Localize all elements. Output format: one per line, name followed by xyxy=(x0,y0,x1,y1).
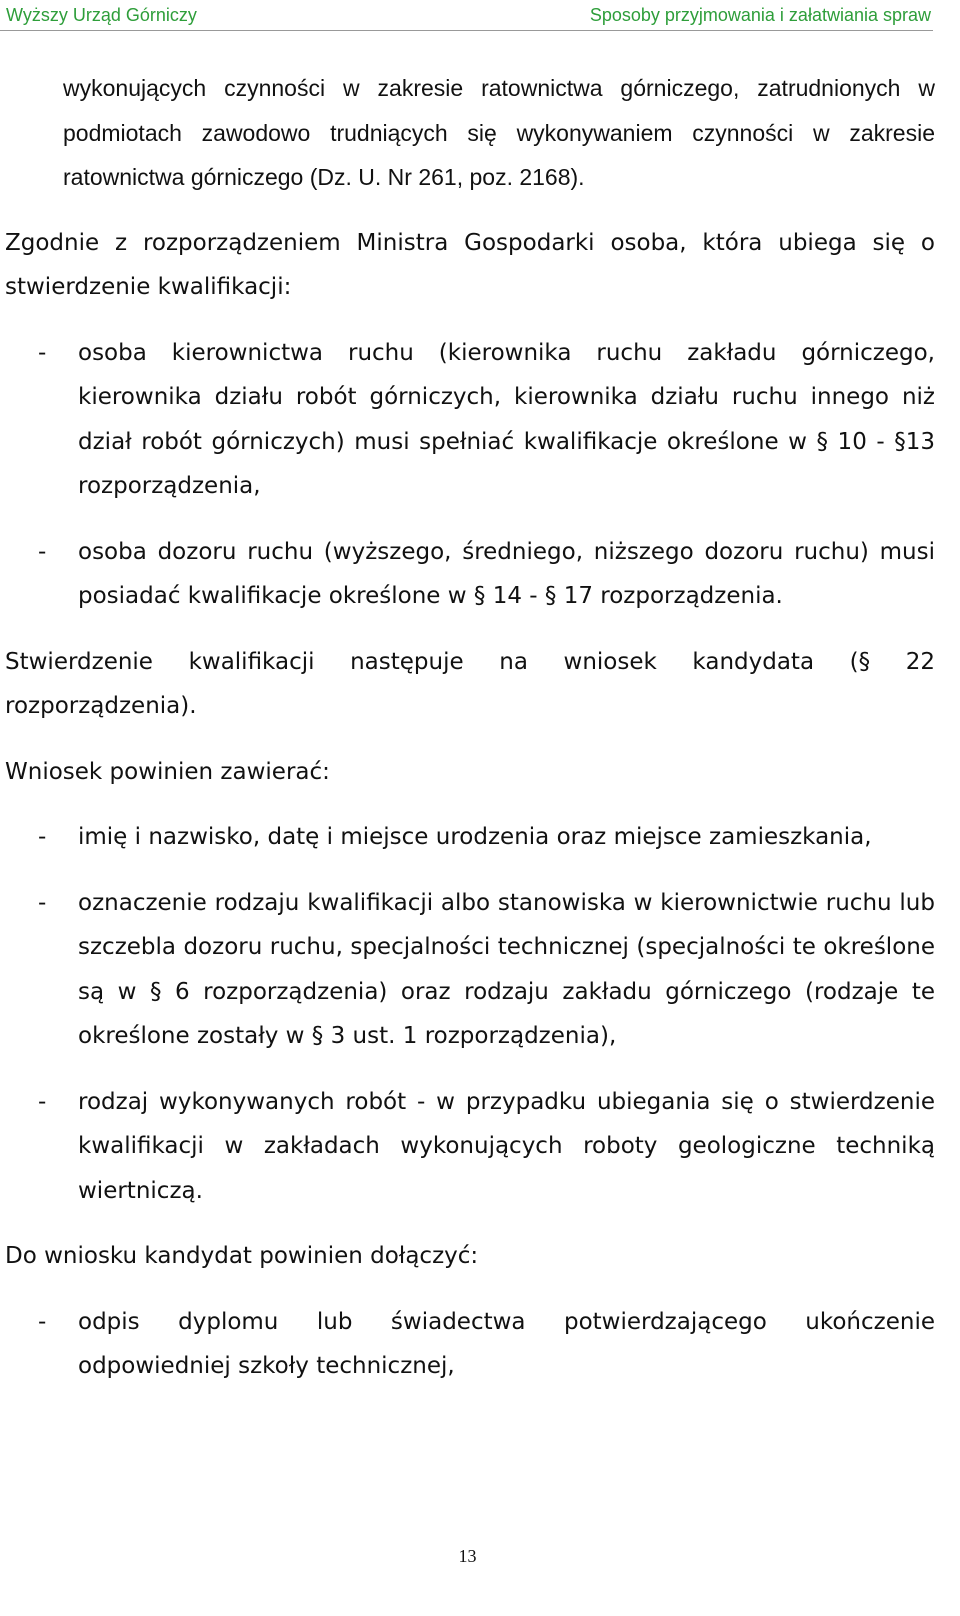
list-item-text: rodzaj wykonywanych robót - w przypadku ubiegania się o stwierdzenie kwalifikacji w zakładach wykonujących roboty geologiczne techniką wiertniczą. xyxy=(78,1088,935,1204)
list-item-text: oznaczenie rodzaju kwalifikacji albo stanowiska w kierownictwie ruchu lub szczebla dozoru ruchu, specjalności technicznej (specjalności te określone są w § 6 rozporządzenia) oraz rodzaju zakładu górniczego (rodzaje te określone zostały w § 3 ust. 1 rozporządzenia), xyxy=(78,889,935,1049)
paragraph-intro-qualifications: Zgodnie z rozporządzeniem Ministra Gospodarki osoba, która ubiega się o stwierdzenie kwalifikacji: xyxy=(5,229,935,300)
paragraph-application-contents: Wniosek powinien zawierać: xyxy=(5,758,330,785)
list-item-text: odpis dyplomu lub świadectwa potwierdzającego ukończenie odpowiedniej szkoły technicznej, xyxy=(78,1308,935,1379)
list-item-text: osoba kierownictwa ruchu (kierownika ruchu zakładu górniczego, kierownika działu robót górniczych, kierownika działu ruchu innego niż dział robót górniczych) musi spełniać kwalifikacje określone w § 10 - §13 rozporządzenia, xyxy=(78,339,935,499)
list-item xyxy=(0,815,935,860)
list-item xyxy=(0,1080,935,1214)
paragraph-attachments: Do wniosku kandydat powinien dołączyć: xyxy=(5,1243,479,1269)
list-item-text: imię i nazwisko, datę i miejsce urodzenia oraz miejsce zamieszkania, xyxy=(78,824,872,850)
page-number: 13 xyxy=(458,1546,477,1566)
page-header xyxy=(0,0,933,31)
list-item xyxy=(0,331,935,509)
paragraph-continuation: wykonujących czynności w zakresie ratownictwa górniczego, zatrudnionych w podmiotach zawodowo trudniących się wykonywaniem czynności w zakresie ratownictwa górniczego (Dz. U. Nr 261, poz. 2168). xyxy=(63,75,935,190)
list-item xyxy=(0,1300,935,1389)
list-dash: - xyxy=(38,538,47,565)
list-dash: - xyxy=(38,339,47,366)
list-dash: - xyxy=(38,889,47,916)
list-dash: - xyxy=(38,824,47,850)
list-item xyxy=(0,530,935,619)
document-body xyxy=(0,66,935,1410)
header-section-title: Sposoby przyjmowania i załatwiania spraw xyxy=(589,5,931,25)
list-dash: - xyxy=(38,1088,47,1115)
paragraph-application: Stwierdzenie kwalifikacji następuje na wniosek kandydata (§ 22 rozporządzenia). xyxy=(5,648,935,719)
list-dash: - xyxy=(38,1308,47,1335)
header-institution: Wyższy Urząd Górniczy xyxy=(6,5,197,25)
list-item xyxy=(0,881,935,1059)
list-item-text: osoba dozoru ruchu (wyższego, średniego, niższego dozoru ruchu) musi posiadać kwalifikacje określone w § 14 - § 17 rozporządzenia. xyxy=(78,538,935,609)
